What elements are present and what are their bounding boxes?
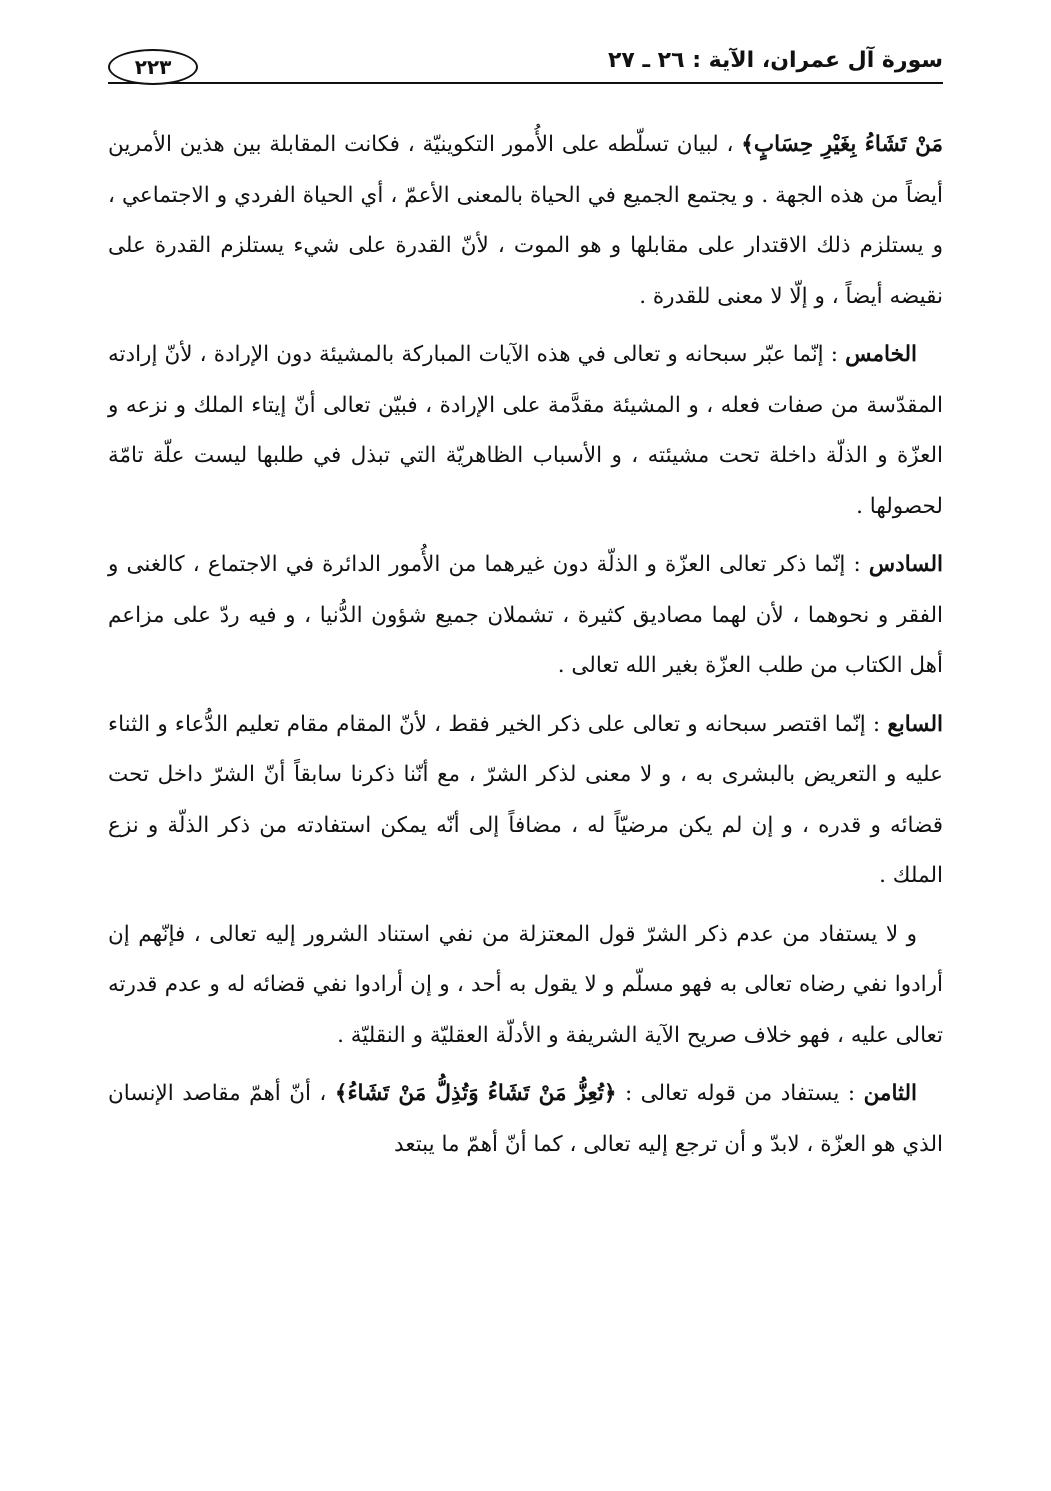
paragraph-text: : إنّما اقتصر سبحانه و تعالى على ذكر الخير فقط ، لأنّ المقام مقام تعليم الدُّعاء و الثناء عليه و التعريض بالبشرى به ، و لا معنى لذكر الشرّ ، مع أنّنا ذكرنا سابقاً أنّ الشرّ داخل تحت قضائه و قدره ، و إن لم يكن مرضيّاً له ، مضافاً إلى أنّه يمكن استفادته من ذكر الذلّة و نزع الملك . bbox=[108, 711, 943, 888]
paragraph-text: ، لبيان تسلّطه على الأُمور التكوينيّة ، فكانت المقابلة بين هذين الأمرين أيضاً من هذه الجهة . و يجتمع الجميع في الحياة بالمعنى الأعمّ ، أي الحياة الفردي و الاجتماعي ، و يستلزم ذلك الاقتدار على مقابلها و هو الموت ، لأنّ القدرة على شيء يستلزم القدرة على نقيضه أيضاً ، و إلّا لا معنى للقدرة . bbox=[108, 132, 943, 309]
paragraph-text-before-quote: : يستفاد من قوله تعالى : bbox=[616, 1081, 856, 1106]
running-title: سورة آل عمران، الآية : ٢٦ ـ ٢٧ bbox=[607, 47, 943, 73]
paragraph-5 bbox=[108, 910, 943, 1062]
page-body bbox=[108, 120, 943, 1170]
section-term: السابع bbox=[887, 711, 943, 737]
quran-quote: مَنْ تَشَاءُ بِغَيْرِ حِسَابٍ﴾ bbox=[741, 132, 943, 157]
paragraph-4 bbox=[108, 700, 943, 902]
quran-quote: ﴿تُعِزُّ مَنْ تَشَاءُ وَتُذِلُّ مَنْ تَشَاءُ﴾ bbox=[334, 1081, 617, 1106]
paragraph-3 bbox=[108, 540, 943, 692]
section-term: السادس bbox=[868, 552, 943, 577]
section-term: الخامس bbox=[845, 342, 917, 367]
page-header bbox=[108, 38, 943, 82]
paragraph-1 bbox=[108, 120, 943, 322]
page-number: ٢٢٣ bbox=[108, 49, 198, 85]
paragraph-6 bbox=[108, 1069, 943, 1170]
paragraph-text: ، أنّ أهمّ مقاصد الإنسان الذي هو العزّة ، لابدّ و أن ترجع إليه تعالى ، كما أنّ أهمّ ما يبتعد bbox=[108, 1081, 943, 1157]
section-term: الثامن bbox=[863, 1081, 918, 1106]
paragraph-text: : إنّما عبّر سبحانه و تعالى في هذه الآيات المباركة بالمشيئة دون الإرادة ، لأنّ إرادته المقدّسة من صفات فعله ، و المشيئة مقدَّمة على الإرادة ، فبيّن تعالى أنّ إيتاء الملك و نزعه و العزّة و الذلّة داخلة تحت مشيئته ، و الأسباب الظاهريّة التي تبذل في طلبها ليست علّة تامّة لحصولها . bbox=[108, 342, 943, 519]
paragraph-text: : إنّما ذكر تعالى العزّة و الذلّة دون غيرهما من الأُمور الدائرة في الاجتماع ، كالغنى و الفقر و نحوهما ، لأن لهما مصاديق كثيرة ، تشملان جميع شؤون الدُّنيا ، و فيه ردّ على مزاعم أهل الكتاب من طلب العزّة بغير الله تعالى . bbox=[108, 552, 943, 678]
header-rule bbox=[108, 82, 943, 84]
paragraph-text: و لا يستفاد من عدم ذكر الشرّ قول المعتزلة من نفي استناد الشرور إليه تعالى ، فإنّهم إن أرادوا نفي رضاه تعالى به فهو مسلّم و لا يقول به أحد ، و إن أرادوا نفي قضائه له و عدم قدرته تعالى عليه ، فهو خلاف صريح الآية الشريفة و الأدلّة العقليّة و النقليّة . bbox=[108, 921, 943, 1048]
paragraph-2 bbox=[108, 330, 943, 532]
